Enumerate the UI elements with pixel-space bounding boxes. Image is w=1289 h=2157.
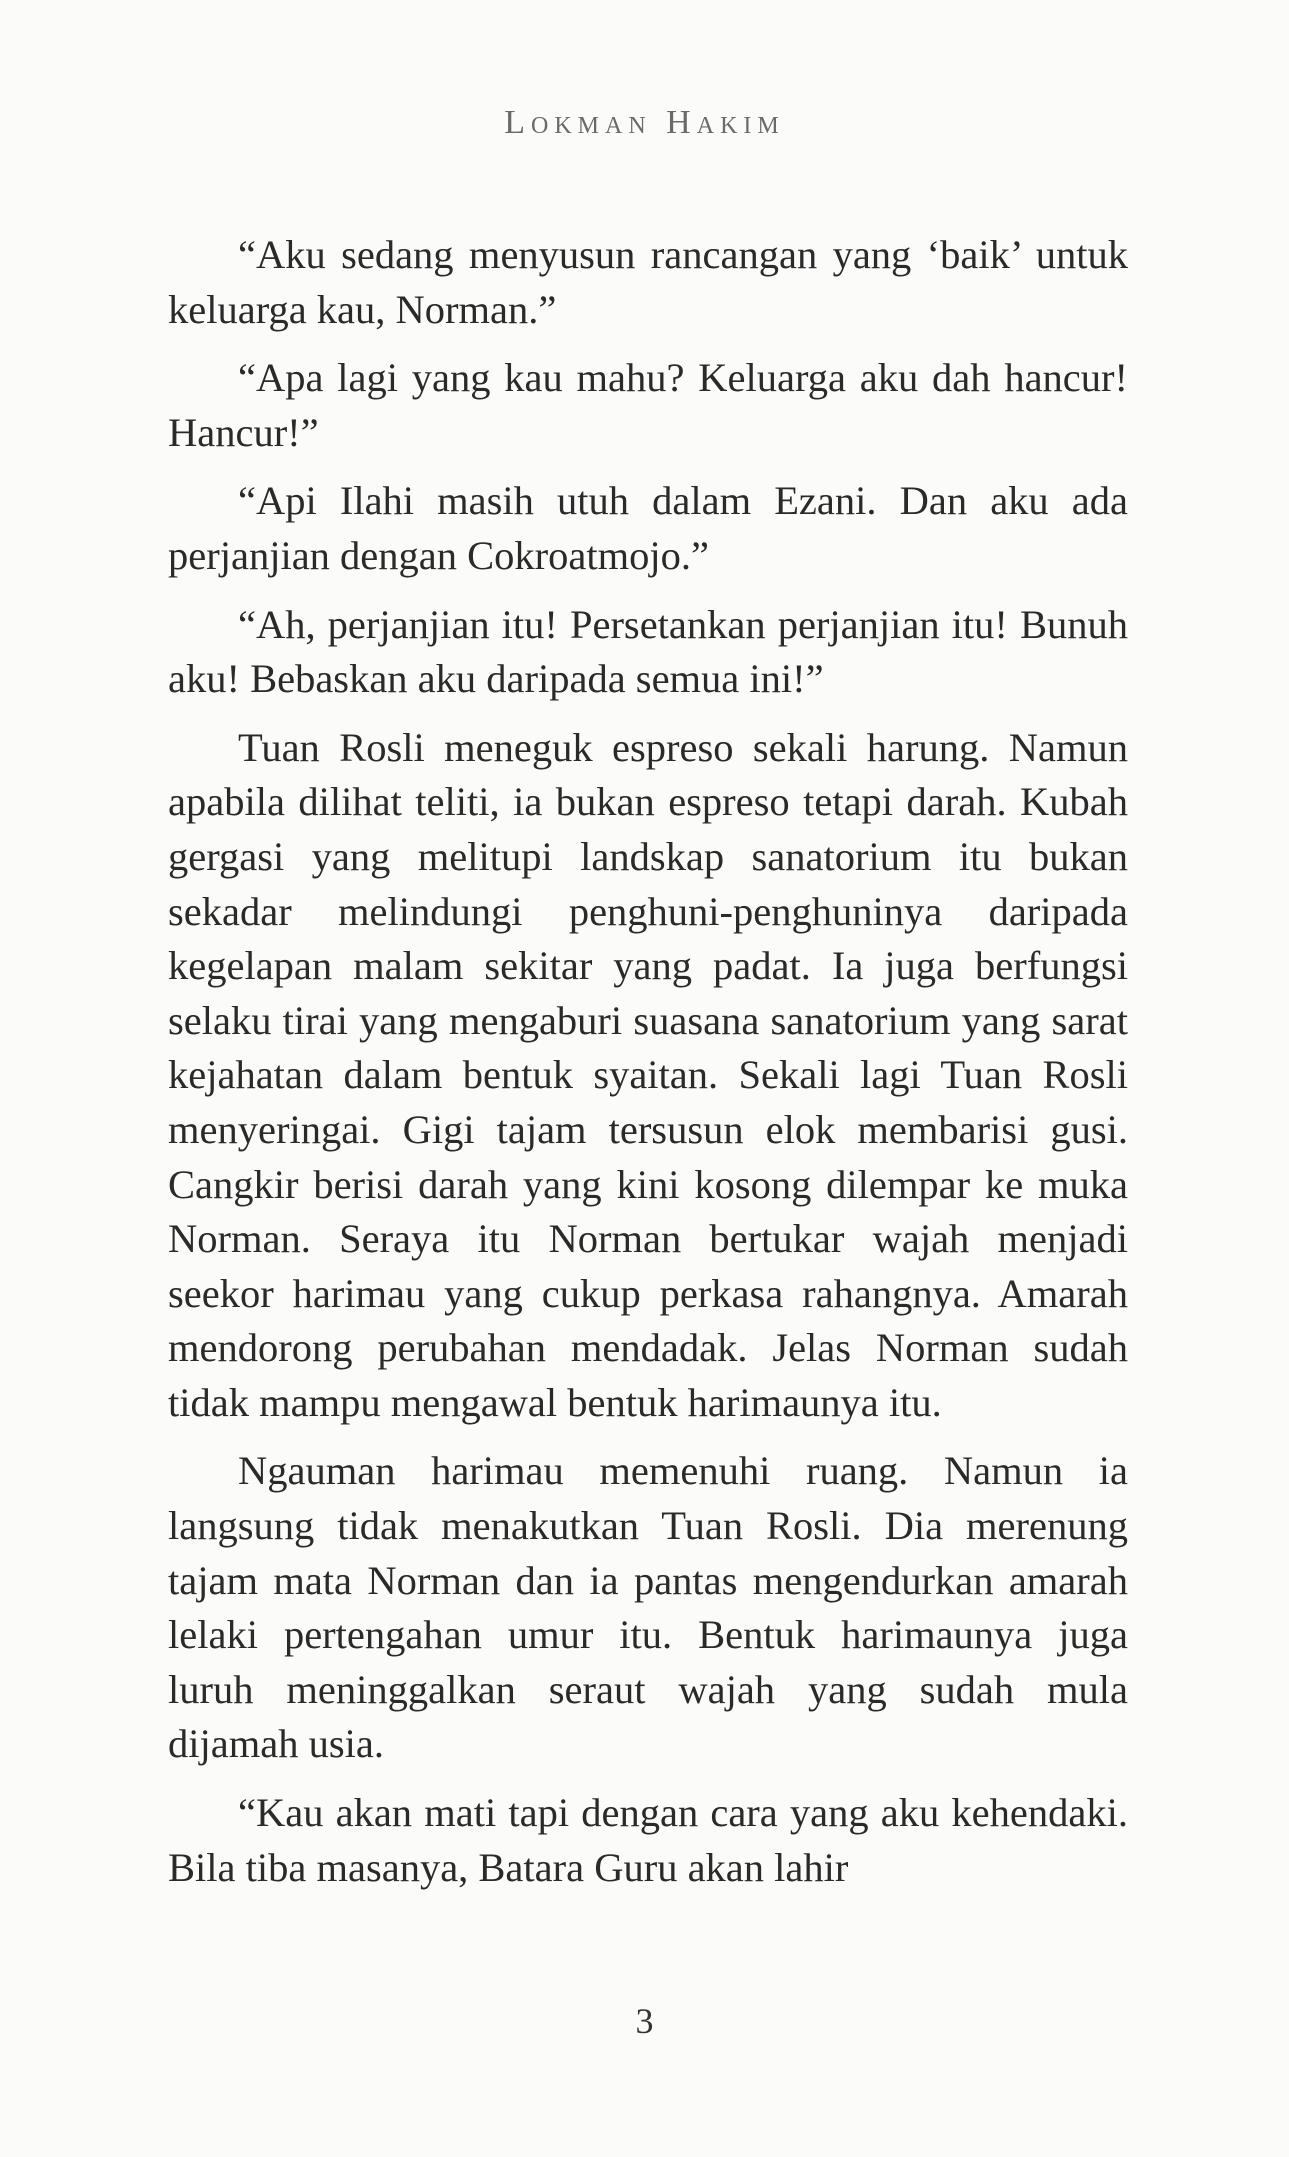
paragraph-5: Tuan Rosli meneguk espreso sekali harung. Namun apabila dilihat teliti, ia bukan espreso tetapi darah. Kubah gergasi yang melitupi landskap sanatorium itu bukan sekadar melindungi penghuni-penghuninya daripada kegelapan malam sekitar yang padat. Ia juga berfungsi selaku tirai yang mengaburi suasana sanatorium yang sarat kejahatan dalam bentuk syaitan. Sekali lagi Tuan Rosli menyeringai. Gigi tajam tersusun elok membarisi gusi. Cangkir berisi darah yang kini kosong dilempar ke muka Norman. Seraya itu Norman bertukar wajah menjadi seekor harimau yang cukup perkasa rahangnya. Amarah mendorong perubahan mendadak. Jelas Norman sudah tidak mampu mengawal bentuk harimaunya itu.: [168, 724, 1128, 1425]
paragraph-6: Ngauman harimau memenuhi ruang. Namun ia langsung tidak menakutkan Tuan Rosli. Dia merenung tajam mata Norman dan ia pantas mengendurkan amarah lelaki pertengahan umur itu. Bentuk harimaunya juga luruh meninggalkan seraut wajah yang sudah mula dijamah usia.: [168, 1448, 1128, 1767]
paragraph-1: “Aku sedang menyusun rancangan yang ‘baik’ untuk keluarga kau, Norman.”: [168, 232, 1128, 332]
paragraph-3: “Api Ilahi masih utuh dalam Ezani. Dan aku ada perjanjian dengan Cokroatmojo.”: [168, 478, 1128, 578]
paragraph-2: “Apa lagi yang kau mahu? Keluarga aku dah hancur! Hancur!”: [168, 355, 1128, 455]
paragraph-7: “Kau akan mati tapi dengan cara yang aku kehendaki. Bila tiba masanya, Batara Guru akan lahir: [168, 1790, 1128, 1890]
running-head: Lokman Hakim: [504, 104, 785, 141]
page-number: 3: [635, 2001, 654, 2041]
paragraph-4: “Ah, perjanjian itu! Persetankan perjanjian itu! Bunuh aku! Bebaskan aku daripada semua ini!”: [168, 601, 1128, 702]
body-text: [168, 228, 1128, 1909]
